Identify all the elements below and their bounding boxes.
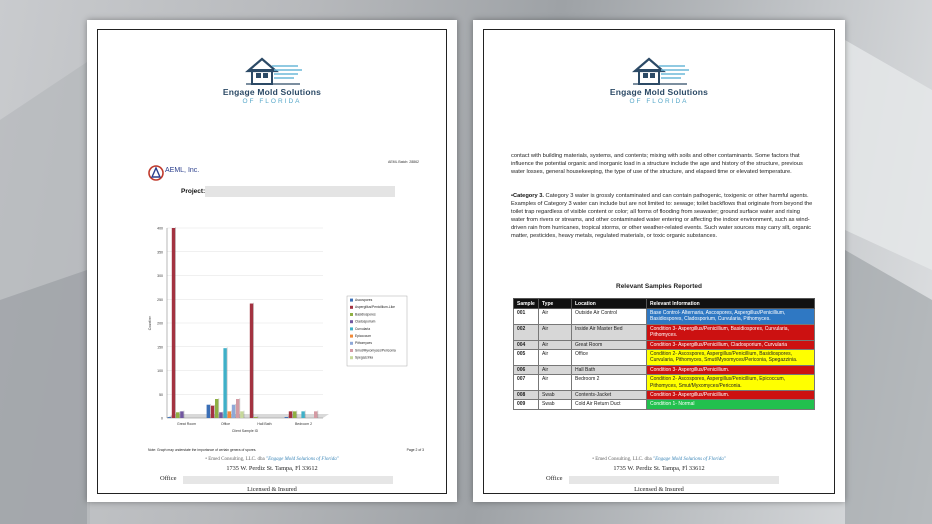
x-tick-label: Great Room — [176, 422, 197, 426]
company-logo — [473, 55, 845, 125]
cell-type: Air — [539, 365, 572, 374]
bar-side — [317, 411, 318, 418]
cell-sample: 004 — [514, 340, 539, 349]
document-page-samples — [473, 20, 845, 502]
x-tick-label: Bedroom 2 — [294, 422, 313, 426]
y-tick-label: 50 — [159, 392, 163, 397]
cell-sample: 006 — [514, 365, 539, 374]
cell-type: Air — [539, 350, 572, 366]
bar-side — [239, 398, 240, 418]
paragraph-category-3 — [511, 192, 813, 240]
col-sample: Sample — [514, 299, 539, 309]
cell-sample: 005 — [514, 350, 539, 366]
lab-name: AEML, Inc. — [165, 167, 200, 174]
legend-swatch — [350, 327, 353, 330]
bar-side — [231, 411, 232, 418]
legend-swatch — [350, 299, 353, 302]
bar-side — [288, 416, 289, 418]
footer-licensed: Licensed & Insured — [247, 486, 297, 493]
bar — [219, 412, 222, 418]
legend-swatch — [350, 320, 353, 323]
footer-company — [473, 457, 845, 462]
bar — [301, 411, 304, 418]
bar-side — [244, 411, 245, 418]
legend-label: Basidiospores — [355, 312, 376, 317]
category-3-heading: •Category 3. — [511, 193, 544, 199]
bar — [289, 411, 292, 418]
samples-table-title: Relevant Samples Reported — [616, 283, 702, 290]
table-row — [514, 400, 815, 409]
bar-side — [175, 227, 176, 418]
footer-office-redacted — [569, 476, 779, 484]
bar — [254, 417, 257, 418]
bar-side — [292, 411, 293, 418]
cell-sample: 009 — [514, 400, 539, 409]
legend-label: Smut/Myxomyces/Periconia — [355, 348, 396, 353]
paragraph-category-2: contact with building materials, systems, and contents; mixing with soils and other contaminants. Some factors that influence the potential organic and inorganic load in a structure include the age and history of the structure, previous water losses, general housekeeping, the type of use of the structure, and elapsed time or elevated temperature. — [511, 153, 803, 175]
y-axis-label: Count/m³ — [148, 315, 152, 331]
y-tick-label: 250 — [157, 297, 163, 302]
bar — [172, 228, 175, 418]
bar — [293, 411, 296, 418]
samples-table — [513, 298, 815, 410]
bar-side — [218, 398, 219, 418]
bar — [207, 405, 210, 418]
legend-label: Curvularia — [355, 326, 371, 331]
cell-info: Condition 2- Ascospores, Aspergillus/Penicillium, Epicoccum, Pithomyces, Smut/Myxomyces/Periconia. — [647, 375, 815, 391]
chart-note: Note: Graph may understate the importance of certain genera of spores. — [148, 448, 257, 452]
legend-label: Aspergillus/Penicillium-Like — [355, 305, 395, 310]
lab-logo-icon — [147, 164, 165, 182]
legend-swatch — [350, 349, 353, 352]
logo-subtitle: OF FLORIDA — [629, 98, 689, 105]
document-page-chart — [87, 20, 457, 502]
table-row — [514, 391, 815, 400]
cell-info: Condition 2- Ascospores, Aspergillus/Penicillium, Basidiospores, Curvularia, Pithomyces, Smut/Myxomyces/Periconia, Spegazzinia. — [647, 350, 815, 366]
cell-info: Condition 3- Aspergillus/Penicillium. — [647, 365, 815, 374]
legend-label: Epicoccum — [355, 334, 372, 338]
cell-sample: 008 — [514, 391, 539, 400]
bar — [228, 411, 231, 418]
logo-subtitle: OF FLORIDA — [242, 98, 302, 105]
cell-sample: 007 — [514, 375, 539, 391]
cell-location: Office — [572, 350, 647, 366]
bar — [223, 348, 226, 418]
bar-side — [223, 412, 224, 419]
y-tick-label: 0 — [161, 416, 163, 421]
cell-location: Contents-Jacket — [572, 391, 647, 400]
x-axis-label: Client Sample ID — [231, 429, 259, 433]
cell-info: Condition 3- Aspergillus/Penicillium, Basidiospores, Curvularia, Pithomyces. — [647, 324, 815, 340]
cell-type: Air — [539, 309, 572, 325]
legend-label: Ascospores — [355, 298, 373, 302]
cell-location: Cold Air Return Duct — [572, 400, 647, 409]
legend-label: Cladosporium — [355, 319, 376, 324]
bar-side — [235, 404, 236, 418]
table-header-row — [514, 299, 815, 309]
legend-swatch — [350, 342, 353, 345]
cell-location: Hall Bath — [572, 365, 647, 374]
cell-location: Bedroom 2 — [572, 375, 647, 391]
footer-dba-name: "Engage Mold Solutions of Florida" — [652, 457, 726, 462]
legend-swatch — [350, 335, 353, 338]
table-row — [514, 324, 815, 340]
y-tick-label: 350 — [157, 250, 163, 255]
footer-office-redacted — [183, 476, 393, 484]
bar-side — [227, 347, 228, 418]
bar — [176, 412, 179, 418]
category-3-text: Category 3 water is grossly contaminated and can contain pathogenic, toxigenic or other harmful agents. Examples of Category 3 water can include but are not limited to: sewage; toilet backflows that originate from beyond the toilet trap regardless of visible content or color; all forms of flooding from seawater; ground surface water and rising water from rivers or streams, and other contaminated water entering or affecting the indoor environment, such as wind-driven rain from hurricanes, tropical storms, or other weather-related events. Such water sources may carry silt, organic matter, pesticides, heavy metals, regulated materials, or toxic organic substances. — [511, 193, 813, 239]
footer-licensed: Licensed & Insured — [634, 486, 684, 493]
house-icon — [232, 55, 312, 87]
bar-side — [214, 405, 215, 418]
lab-logo — [147, 164, 207, 184]
bar-side — [305, 411, 306, 418]
y-tick-label: 400 — [157, 226, 163, 231]
bar-side — [257, 416, 258, 418]
footer-company-name: Emed Consulting, LLC. dba — [595, 457, 652, 462]
legend-swatch — [350, 306, 353, 309]
cell-sample: 001 — [514, 309, 539, 325]
cell-info: Condition 3- Aspergillus/Penicillium, Cladosporium, Curvularia — [647, 340, 815, 349]
cell-type: Swab — [539, 400, 572, 409]
cell-type: Swab — [539, 391, 572, 400]
cell-location: Inside Air Master Bed — [572, 324, 647, 340]
table-row — [514, 375, 815, 391]
cell-type: Air — [539, 375, 572, 391]
footer-bullet: • — [205, 457, 209, 462]
legend-swatch — [350, 313, 353, 316]
bar-side — [179, 412, 180, 419]
bar — [211, 406, 214, 418]
footer-bullet: • — [592, 457, 596, 462]
footer-company — [87, 457, 457, 462]
bar — [215, 399, 218, 418]
bar — [232, 405, 235, 418]
house-icon — [619, 55, 699, 87]
bar — [236, 399, 239, 418]
cell-info: Condition 3- Aspergillus/Penicillium. — [647, 391, 815, 400]
cell-info: Base Control- Alternaria, Ascospores, Aspergillus/Penicillium, Basidiospores, Cladosporium, Curvularia, Pithomyces. — [647, 309, 815, 325]
bar-side — [253, 303, 254, 418]
x-tick-label: Office — [220, 422, 231, 426]
footer-company-name: Emed Consulting, LLC. dba — [208, 457, 265, 462]
col-info: Relevant Information — [647, 299, 815, 309]
cell-location: Great Room — [572, 340, 647, 349]
bar — [168, 417, 171, 418]
col-type: Type — [539, 299, 572, 309]
y-tick-label: 150 — [157, 345, 163, 350]
legend-swatch — [350, 356, 353, 359]
footer-office-label: Office — [546, 475, 563, 482]
footer-address: 1735 W. Perdiz St. Tampa, Fl 33612 — [226, 465, 318, 472]
logo-name: Engage Mold Solutions — [609, 87, 709, 97]
footer-dba-name: "Engage Mold Solutions of Florida" — [265, 457, 339, 462]
cell-type: Air — [539, 324, 572, 340]
cell-info: Condition 1- Normal — [647, 400, 815, 409]
project-label: Project: — [181, 188, 206, 195]
bar — [180, 411, 183, 418]
table-row — [514, 365, 815, 374]
y-tick-label: 300 — [157, 274, 163, 278]
cell-sample: 002 — [514, 324, 539, 340]
batch-number: AEML Batch: 28862 — [387, 160, 419, 164]
x-tick-label: Hall Bath — [257, 422, 272, 426]
table-row — [514, 340, 815, 349]
table-row — [514, 350, 815, 366]
company-logo — [87, 55, 457, 125]
logo-name: Engage Mold Solutions — [222, 87, 322, 97]
bar — [250, 304, 253, 418]
spore-count-chart — [139, 200, 429, 435]
bar-side — [296, 411, 297, 418]
footer-address: 1735 W. Perdiz St. Tampa, Fl 33612 — [613, 465, 705, 472]
bar — [240, 411, 243, 418]
project-redacted — [205, 186, 395, 197]
y-tick-label: 200 — [157, 321, 163, 326]
table-row — [514, 309, 815, 325]
bar — [314, 411, 317, 418]
col-location: Location — [572, 299, 647, 309]
page-number: Page 2 of 3 — [406, 448, 424, 452]
legend-label: Pithomyces — [355, 341, 373, 346]
bar-side — [171, 416, 172, 418]
cell-location: Outside Air Control — [572, 309, 647, 325]
y-tick-label: 100 — [157, 369, 163, 373]
bar — [285, 417, 288, 418]
chart-svg — [139, 200, 429, 435]
footer-office-label: Office — [160, 475, 177, 482]
bar-side — [184, 411, 185, 418]
legend-label: Spegazzinia — [355, 355, 373, 360]
cell-type: Air — [539, 340, 572, 349]
bar-side — [210, 404, 211, 418]
